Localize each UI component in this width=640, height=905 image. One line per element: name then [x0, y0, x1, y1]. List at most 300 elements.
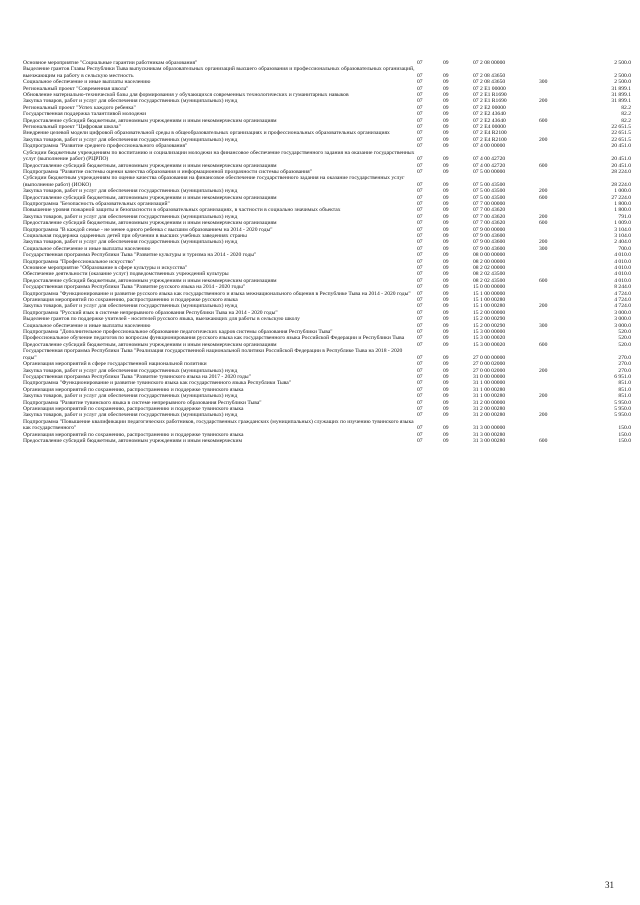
row-subsection-code: 09 [443, 277, 449, 284]
row-section-code: 07 [417, 92, 423, 99]
row-amount: 4 010.0 [614, 271, 631, 278]
row-amount: 4 010.0 [614, 252, 631, 259]
row-expense-type-code: 600 [539, 117, 548, 124]
row-subsection-code: 09 [443, 425, 449, 432]
row-amount: 4 724.0 [614, 290, 631, 297]
row-amount: 3 104.0 [614, 232, 631, 239]
row-target-article-code: 07 2 E2 00000 [473, 104, 506, 111]
row-subsection-code: 09 [443, 245, 449, 252]
row-target-article-code: 31 2 00 00280 [473, 412, 506, 419]
row-subsection-code: 09 [443, 290, 449, 297]
row-name: Социальная поддержка одаренных детей при обучении в высших учебных заведениях страны [23, 232, 247, 239]
row-name: Подпрограмма "Безопасность образовательных организаций" [23, 200, 170, 207]
row-subsection-code: 09 [443, 213, 449, 220]
row-section-code: 07 [417, 399, 423, 406]
row-name: Предоставление субсидий бюджетным, автономным учреждениям и иным некоммерческим организациям [23, 162, 277, 169]
row-name: Подпрограмма "Профессиональное искусство" [23, 258, 136, 265]
row-target-article-code: 07 5 00 43500 [473, 194, 506, 201]
table-row [22, 438, 632, 444]
table-row [22, 419, 632, 432]
row-target-article-code: 07 4 00 42720 [473, 156, 506, 163]
row-subsection-code: 09 [443, 341, 449, 348]
row-section-code: 07 [417, 168, 423, 175]
row-amount: 1 000.0 [614, 188, 631, 195]
row-target-article-code: 07 2 E4 00000 [473, 124, 506, 131]
row-name: Организация мероприятий по сохранению, распространению и поддержке тувинского языка [23, 386, 244, 393]
row-expense-type-code: 200 [539, 393, 548, 400]
row-subsection-code: 09 [443, 322, 449, 329]
row-name: Закупка товаров, работ и услуг для обеспечения государственных (муниципальных) нужд [23, 303, 238, 310]
row-section-code: 07 [417, 354, 423, 361]
row-expense-type-code: 600 [539, 437, 548, 444]
row-expense-type-code [538, 150, 570, 163]
row-amount: 1 009.0 [614, 220, 631, 227]
row-target-article-code: 07 5 00 00000 [473, 168, 506, 175]
row-target-article-code: 07 2 E4 R2100 [473, 136, 507, 143]
row-amount: 270.0 [618, 361, 631, 368]
row-amount: 22 651.5 [611, 124, 631, 131]
row-section-code: 07 [417, 239, 423, 246]
row-section-code: 07 [417, 341, 423, 348]
page-number: 31 [605, 880, 614, 890]
row-name: Закупка товаров, работ и услуг для обеспечения государственных (муниципальных) нужд [23, 98, 238, 105]
row-name: Социальное обеспечение и иные выплаты населению [23, 79, 151, 86]
row-target-article-code: 08 2 00 00000 [473, 258, 506, 265]
row-target-article-code: 31 0 00 00000 [473, 373, 506, 380]
row-name: Предоставление субсидий бюджетным, автономным учреждениям и иным некоммерческим организациям [23, 277, 277, 284]
row-expense-type-code: 600 [539, 277, 548, 284]
row-target-article-code: 15 1 00 00000 [473, 290, 506, 297]
row-name: Подпрограмма "Развитие среднего профессионального образования" [23, 143, 188, 150]
row-subsection-code: 09 [443, 393, 449, 400]
row-subsection-code: 09 [443, 111, 449, 118]
row-name: Выделение грантов Главы Республики Тыва выпускникам образовательных организаций высшего образования и профессиональных образовательных организаций, выезжающим на работу в сельскую местность [23, 66, 415, 79]
row-expense-type-code: 200 [539, 136, 548, 143]
row-subsection-code: 09 [443, 220, 449, 227]
row-target-article-code: 31 1 00 00280 [473, 386, 506, 393]
row-name: Закупка товаров, работ и услуг для обеспечения государственных (муниципальных) нужд [23, 367, 238, 374]
row-section-code: 07 [417, 309, 423, 316]
row-subsection-code: 09 [443, 252, 449, 259]
row-section-code: 07 [417, 207, 423, 214]
row-section-code: 07 [417, 130, 423, 137]
table-row [22, 66, 632, 79]
row-expense-type-code: 300 [539, 79, 548, 86]
row-name: Обновление материально-технической базы для формирования у обучающихся современных технологических и гуманитарных навыков [23, 92, 349, 99]
row-target-article-code: 07 7 00 43620 [473, 207, 506, 214]
row-section-code: 07 [417, 335, 423, 342]
row-amount: 4 010.0 [614, 265, 631, 271]
row-section-code: 07 [417, 322, 423, 329]
row-target-article-code: 07 2 E4 R2100 [473, 130, 507, 137]
row-name: Организация мероприятий по сохранению, распространению и поддержке русского языка [23, 297, 238, 304]
row-name: Закупка товаров, работ и услуг для обеспечения государственных (муниципальных) нужд [23, 239, 238, 246]
row-target-article-code: 08 0 00 00000 [473, 252, 506, 259]
row-amount: 4 724.0 [614, 303, 631, 310]
row-section-code: 07 [417, 60, 423, 66]
row-name: Подпрограмма "Развитие системы оценки качества образования и информационной прозрачности системы образования" [23, 168, 312, 175]
row-section-code: 07 [417, 117, 423, 124]
row-amount: 31 899.1 [611, 92, 631, 99]
row-subsection-code: 09 [443, 380, 449, 387]
row-section-code: 07 [417, 104, 423, 111]
row-section-code: 07 [417, 156, 423, 163]
row-target-article-code: 15 1 00 00280 [473, 297, 506, 304]
row-section-code: 07 [417, 290, 423, 297]
row-name: Подпрограмма "Дополнительное профессиональное образование педагогических кадров системы образования Республики Тыва" [23, 329, 333, 336]
row-section-code: 07 [417, 188, 423, 195]
row-section-code: 07 [417, 232, 423, 239]
row-name: Предоставление субсидий бюджетным, автономным учреждениям и иным некоммерческим организациям [23, 341, 277, 348]
row-section-code: 07 [417, 316, 423, 323]
row-target-article-code: 07 7 00 43620 [473, 220, 506, 227]
row-subsection-code: 09 [443, 265, 449, 271]
row-target-article-code: 27 0 00 00000 [473, 354, 506, 361]
row-name: Региональный проект "Успех каждого ребенка" [23, 104, 136, 111]
row-target-article-code: 07 9 00 43600 [473, 239, 506, 246]
row-target-article-code: 07 2 E1 R1690 [473, 92, 507, 99]
row-section-code: 07 [417, 367, 423, 374]
row-expense-type-code: 600 [539, 194, 548, 201]
row-section-code: 07 [417, 412, 423, 419]
row-target-article-code: 15 3 00 00020 [473, 335, 506, 342]
row-section-code: 07 [417, 213, 423, 220]
row-name: Подпрограмма "Повышение квалификации педагогических работников, государственных гражданских (муниципальных) служащих по изучению тувинского языка как государственного" [23, 418, 414, 432]
row-amount: 2 500.0 [614, 60, 631, 66]
row-subsection-code: 09 [443, 412, 449, 419]
row-target-article-code: 15 2 00 00290 [473, 316, 506, 323]
row-name: Региональный проект "Современная школа" [23, 85, 129, 92]
row-section-code: 07 [417, 425, 423, 432]
row-target-article-code: 31 3 00 00280 [473, 437, 506, 444]
row-name: Подпрограмма "Функционирование и развитие тувинского языка как государственного языка Республики Тыва" [23, 380, 292, 387]
row-subsection-code: 09 [443, 258, 449, 265]
row-section-code: 07 [417, 431, 423, 438]
row-target-article-code: 15 2 00 00290 [473, 322, 506, 329]
row-amount: 520.0 [618, 341, 631, 348]
row-name: Подпрограмма "Функционирование и развитие русского языка как государственного и языка межнационального общения в Республике Тыва на 2014 - 2020 годы" [23, 290, 411, 297]
row-target-article-code: 15 0 00 00000 [473, 284, 506, 291]
row-amount: 4 010.0 [614, 258, 631, 265]
row-subsection-code: 09 [443, 335, 449, 342]
row-amount: 5 950.0 [614, 405, 631, 412]
row-amount: 150.0 [618, 425, 631, 432]
row-section-code: 07 [417, 111, 423, 118]
row-section-code: 07 [417, 162, 423, 169]
row-name: Обеспечение деятельности (оказание услуг) подведомственных учреждений культуры [23, 271, 229, 278]
row-amount: 270.0 [618, 367, 631, 374]
row-name: Государственная программа Республики Тыва "Развитие тувинского языка на 2017 - 2020 годы" [23, 373, 251, 380]
budget-table [22, 60, 632, 444]
row-target-article-code: 31 1 00 00280 [473, 393, 506, 400]
row-amount: 851.0 [618, 393, 631, 400]
row-section-code: 07 [417, 72, 423, 79]
row-amount: 2 500.0 [614, 72, 631, 79]
row-section-code: 07 [417, 277, 423, 284]
row-target-article-code: 07 2 E1 00000 [473, 85, 506, 92]
row-expense-type-code: 200 [539, 213, 548, 220]
row-amount: 20 451.0 [611, 162, 631, 169]
row-amount: 3 104.0 [614, 226, 631, 233]
row-amount: 4 010.0 [614, 277, 631, 284]
row-target-article-code: 07 5 00 43500 [473, 188, 506, 195]
row-amount: 851.0 [618, 386, 631, 393]
row-subsection-code: 09 [443, 297, 449, 304]
row-amount: 700.0 [618, 245, 631, 252]
row-name: Повышение уровня пожарной защиты и безопасности в образовательных организациях, в частности в социально значимых объектах [23, 207, 341, 214]
row-name: Закупка товаров, работ и услуг для обеспечения государственных (муниципальных) нужд [23, 213, 238, 220]
row-target-article-code: 07 2 E2 43640 [473, 117, 506, 124]
row-name: Социальное обеспечение и иные выплаты населению [23, 322, 151, 329]
row-expense-type-code: 600 [539, 341, 548, 348]
row-expense-type-code [538, 175, 570, 188]
table-row [22, 175, 632, 188]
row-expense-type-code: 200 [539, 303, 548, 310]
row-expense-type-code: 600 [539, 220, 548, 227]
row-section-code: 07 [417, 271, 423, 278]
row-name: Профессиональное обучение педагогов по вопросам функционирования русского языка как государственного языка Российской Федерации и Республики Тыва [23, 335, 405, 342]
row-section-code: 07 [417, 303, 423, 310]
row-target-article-code: 15 2 00 00000 [473, 309, 506, 316]
row-subsection-code: 09 [443, 373, 449, 380]
row-subsection-code: 09 [443, 284, 449, 291]
row-amount: 2 500.0 [614, 79, 631, 86]
row-subsection-code: 09 [443, 309, 449, 316]
row-expense-type-code: 300 [539, 322, 548, 329]
row-subsection-code: 09 [443, 156, 449, 163]
row-subsection-code: 09 [443, 130, 449, 137]
row-section-code: 07 [417, 329, 423, 336]
row-section-code: 07 [417, 245, 423, 252]
row-target-article-code: 15 3 00 00000 [473, 329, 506, 336]
row-target-article-code: 07 2 08 43650 [473, 72, 506, 79]
row-section-code: 07 [417, 200, 423, 207]
row-name: Государственная программа Республики Тыва "Развитие русского языка на 2014 - 2020 годы" [23, 284, 246, 291]
row-subsection-code: 09 [443, 226, 449, 233]
row-name: Закупка товаров, работ и услуг для обеспечения государственных (муниципальных) нужд [23, 136, 238, 143]
row-subsection-code: 09 [443, 386, 449, 393]
row-section-code: 07 [417, 220, 423, 227]
row-amount: 82.2 [621, 117, 631, 124]
row-target-article-code: 31 2 00 00000 [473, 399, 506, 406]
row-section-code: 07 [417, 265, 423, 271]
row-expense-type-code [538, 419, 570, 432]
row-subsection-code: 09 [443, 367, 449, 374]
row-name: Субсидии бюджетным учреждениям по оценке качества образования на финансовое обеспечение государственного задания на оказание государственных услуг (выполнение работ) (ИОКО) [23, 175, 405, 188]
row-section-code: 07 [417, 252, 423, 259]
row-amount: 791.0 [618, 213, 631, 220]
row-target-article-code: 08 2 02 00000 [473, 265, 506, 271]
row-target-article-code: 07 7 00 00000 [473, 200, 506, 207]
row-amount: 851.0 [618, 380, 631, 387]
row-amount: 3 000.0 [614, 316, 631, 323]
row-section-code: 07 [417, 393, 423, 400]
row-amount: 20 451.0 [611, 156, 631, 163]
row-subsection-code: 09 [443, 200, 449, 207]
row-amount: 28 224.0 [611, 168, 631, 175]
row-section-code: 07 [417, 124, 423, 131]
row-name: Субсидии бюджетным учреждениям по воспитанию и социализации молодежи на финансовое обеспечение государственного задания на оказание государственных услуг (выполнение работ) (РЦРПО) [23, 149, 415, 163]
row-subsection-code: 09 [443, 60, 449, 66]
row-target-article-code: 07 2 08 43650 [473, 79, 506, 86]
row-section-code: 07 [417, 194, 423, 201]
row-section-code: 07 [417, 79, 423, 86]
row-section-code: 07 [417, 386, 423, 393]
row-amount: 1 800.0 [614, 207, 631, 214]
row-target-article-code: 15 1 00 00280 [473, 303, 506, 310]
row-amount: 28 224.0 [611, 181, 631, 188]
row-amount: 150.0 [618, 437, 631, 444]
row-expense-type-code: 200 [539, 239, 548, 246]
row-amount: 1 800.0 [614, 200, 631, 207]
row-subsection-code: 09 [443, 85, 449, 92]
row-target-article-code: 07 4 00 00000 [473, 143, 506, 150]
row-target-article-code: 07 2 E2 43640 [473, 111, 506, 118]
row-amount: 4 724.0 [614, 297, 631, 304]
row-subsection-code: 09 [443, 239, 449, 246]
row-name: Выделение грантов по поддержке учителей - носителей русского языка, выезжающих для работы в сельскую школу [23, 316, 300, 323]
row-subsection-code: 09 [443, 405, 449, 412]
row-section-code: 07 [417, 136, 423, 143]
row-subsection-code: 09 [443, 181, 449, 188]
row-target-article-code: 31 1 00 00000 [473, 380, 506, 387]
row-target-article-code: 08 2 02 43500 [473, 271, 506, 278]
row-subsection-code: 09 [443, 143, 449, 150]
row-expense-type-code: 200 [539, 412, 548, 419]
row-section-code: 07 [417, 181, 423, 188]
row-amount: 520.0 [618, 329, 631, 336]
row-section-code: 07 [417, 284, 423, 291]
row-target-article-code: 07 2 E1 R1690 [473, 98, 507, 105]
row-section-code: 07 [417, 85, 423, 92]
row-subsection-code: 09 [443, 194, 449, 201]
row-amount: 5 950.0 [614, 412, 631, 419]
row-name: Подпрограмма "Развитие тувинского языка в системе непрерывного образования Республики Тыва" [23, 399, 262, 406]
row-subsection-code: 09 [443, 399, 449, 406]
row-amount: 520.0 [618, 335, 631, 342]
row-section-code: 07 [417, 405, 423, 412]
row-subsection-code: 09 [443, 79, 449, 86]
row-amount: 8 244.0 [614, 284, 631, 291]
row-expense-type-code: 300 [539, 245, 548, 252]
row-subsection-code: 09 [443, 271, 449, 278]
row-expense-type-code: 200 [539, 188, 548, 195]
row-amount: 270.0 [618, 354, 631, 361]
row-expense-type-code: 600 [539, 162, 548, 169]
row-subsection-code: 09 [443, 162, 449, 169]
row-subsection-code: 09 [443, 329, 449, 336]
row-amount: 22 651.5 [611, 130, 631, 137]
row-target-article-code: 27 0 00 02000 [473, 367, 506, 374]
row-name: Предоставление субсидий бюджетным, автономным учреждениям и иным некоммерческим [23, 437, 243, 444]
row-name: Основное мероприятие "Социальные гарантии работникам образования" [23, 60, 198, 66]
row-name: Государственная поддержка талантливой молодежи [23, 111, 147, 118]
row-subsection-code: 09 [443, 92, 449, 99]
row-target-article-code: 07 9 00 43600 [473, 232, 506, 239]
row-name: Организация мероприятий по сохранению, распространению и поддержке тувинского языка [23, 431, 244, 438]
row-subsection-code: 09 [443, 303, 449, 310]
row-section-code: 07 [417, 297, 423, 304]
row-name: Предоставление субсидий бюджетным, автономным учреждениям и иным некоммерческим организациям [23, 194, 277, 201]
row-section-code: 07 [417, 258, 423, 265]
row-target-article-code: 31 3 00 00280 [473, 431, 506, 438]
row-subsection-code: 09 [443, 431, 449, 438]
row-section-code: 07 [417, 437, 423, 444]
row-expense-type-code [538, 66, 570, 79]
budget-table-body [22, 60, 632, 444]
row-section-code: 07 [417, 98, 423, 105]
row-section-code: 07 [417, 380, 423, 387]
row-target-article-code: 07 4 00 42720 [473, 162, 506, 169]
row-name: Закупка товаров, работ и услуг для обеспечения государственных (муниципальных) нужд [23, 188, 238, 195]
row-subsection-code: 09 [443, 316, 449, 323]
row-amount: 82.2 [621, 111, 631, 118]
row-target-article-code: 15 3 00 00020 [473, 341, 506, 348]
table-row [22, 348, 632, 361]
row-subsection-code: 09 [443, 354, 449, 361]
row-subsection-code: 09 [443, 72, 449, 79]
row-name: Организация мероприятий в сфере государственной национальной политики [23, 361, 207, 368]
row-section-code: 07 [417, 361, 423, 368]
row-target-article-code: 07 9 00 00000 [473, 226, 506, 233]
row-target-article-code: 07 9 00 43600 [473, 245, 506, 252]
row-target-article-code: 07 5 00 43500 [473, 181, 506, 188]
row-amount: 2 404.0 [614, 239, 631, 246]
row-subsection-code: 09 [443, 117, 449, 124]
row-amount: 150.0 [618, 431, 631, 438]
row-amount: 6 951.0 [614, 373, 631, 380]
row-amount: 82.2 [621, 104, 631, 111]
row-amount: 27 224.0 [611, 194, 631, 201]
row-name: Основное мероприятие "Образование в сфере культуры и искусства" [23, 265, 188, 271]
row-subsection-code: 09 [443, 124, 449, 131]
row-name: Закупка товаров, работ и услуг для обеспечения государственных (муниципальных) нужд [23, 393, 238, 400]
row-subsection-code: 09 [443, 136, 449, 143]
row-amount: 31 899.1 [611, 98, 631, 105]
row-target-article-code: 27 0 00 02000 [473, 361, 506, 368]
row-target-article-code: 31 3 00 00000 [473, 425, 506, 432]
row-subsection-code: 09 [443, 361, 449, 368]
row-name: Региональный проект "Цифровая школа" [23, 124, 121, 131]
row-name: Предоставление субсидий бюджетным, автономным учреждениям и иным некоммерческим организациям [23, 220, 277, 227]
row-target-article-code: 07 2 08 00000 [473, 60, 506, 66]
row-amount: 20 451.0 [611, 143, 631, 150]
row-target-article-code: 31 2 00 00280 [473, 405, 506, 412]
row-section-code: 07 [417, 373, 423, 380]
row-expense-type-code [538, 348, 570, 361]
row-subsection-code: 09 [443, 207, 449, 214]
row-subsection-code: 09 [443, 98, 449, 105]
row-name: Закупка товаров, работ и услуг для обеспечения государственных (муниципальных) нужд [23, 412, 238, 419]
row-amount: 3 000.0 [614, 322, 631, 329]
row-name: Подпрограмма "В каждой семье - не менее одного ребенка с высшим образованием на 2014 - 2020 годы" [23, 226, 273, 233]
row-subsection-code: 09 [443, 168, 449, 175]
row-amount: 3 000.0 [614, 309, 631, 316]
row-target-article-code: 08 2 02 43500 [473, 277, 506, 284]
row-amount: 5 950.0 [614, 399, 631, 406]
row-name: Социальное обеспечение и иные выплаты населению [23, 245, 151, 252]
row-section-code: 07 [417, 143, 423, 150]
row-name: Внедрение целевой модели цифровой образовательной среды в общеобразовательных организациях и профессиональных образовательных организациях [23, 130, 390, 137]
row-subsection-code: 09 [443, 188, 449, 195]
row-section-code: 07 [417, 226, 423, 233]
row-expense-type-code: 200 [539, 98, 548, 105]
table-row [22, 150, 632, 163]
row-amount: 22 651.5 [611, 136, 631, 143]
row-amount: 31 899.1 [611, 85, 631, 92]
row-name: Организация мероприятий по сохранению, распространению и поддержке тувинского языка [23, 405, 244, 412]
row-subsection-code: 09 [443, 104, 449, 111]
